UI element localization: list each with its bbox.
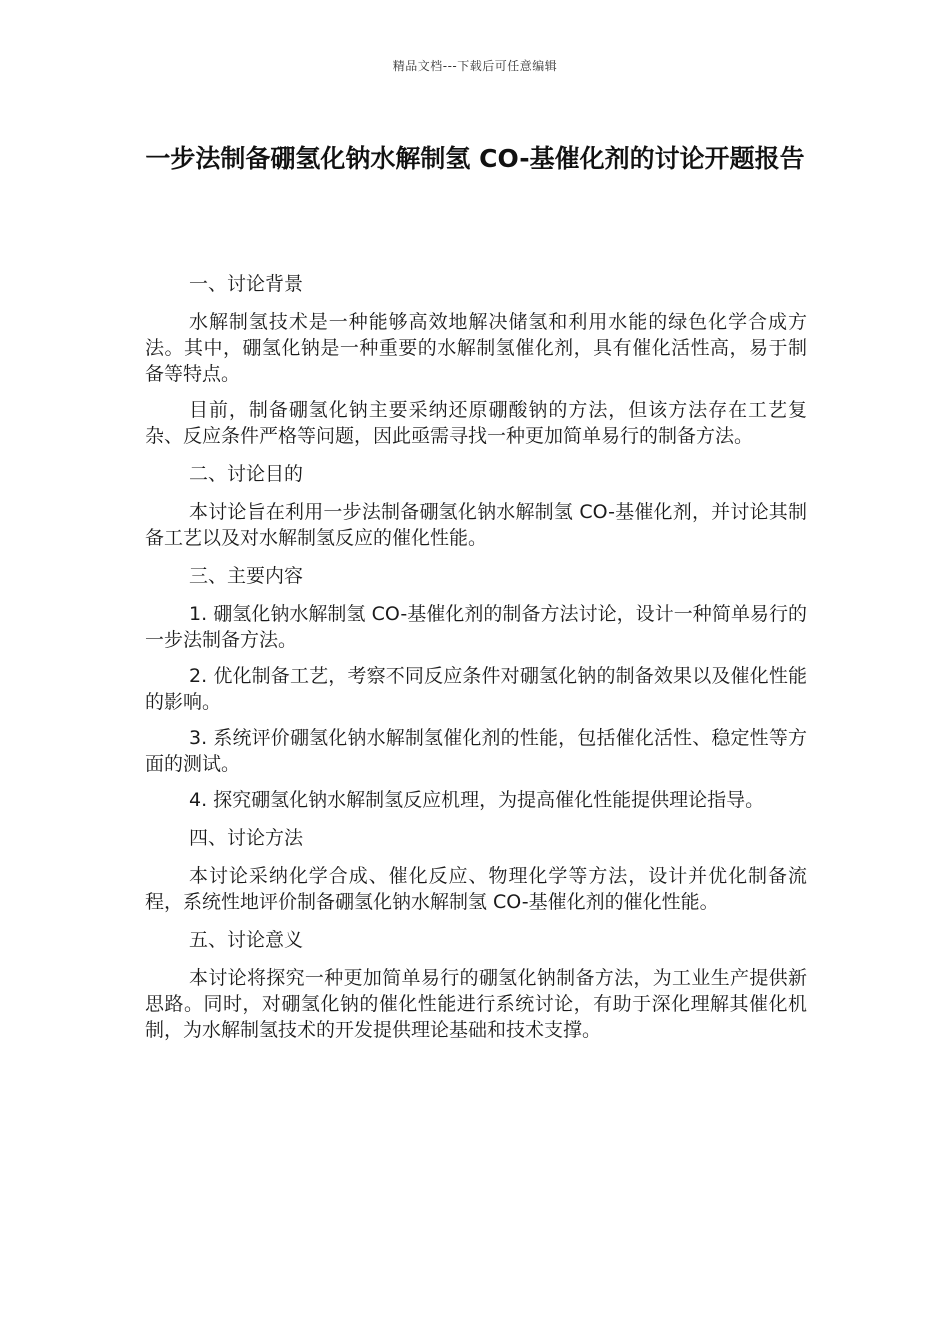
section-heading: 三、主要内容 — [189, 565, 304, 587]
section-heading: 四、讨论方法 — [189, 827, 304, 849]
document-body — [145, 269, 807, 1053]
document-title: 一步法制备硼氢化钠水解制氢 CO-基催化剂的讨论开题报告 — [145, 144, 805, 173]
section-heading: 二、讨论目的 — [189, 463, 304, 485]
paragraph: 目前，制备硼氢化钠主要采纳还原硼酸钠的方法，但该方法存在工艺复杂、反应条件严格等问题，因此亟需寻找一种更加简单易行的制备方法。 — [145, 399, 807, 447]
section-significance — [145, 925, 807, 1043]
section-heading: 五、讨论意义 — [189, 929, 304, 951]
section-background — [145, 269, 807, 449]
paragraph: 本讨论采纳化学合成、催化反应、物理化学等方法，设计并优化制备流程，系统性地评价制备硼氢化钠水解制氢 CO-基催化剂的催化性能。 — [145, 865, 807, 913]
section-heading: 一、讨论背景 — [189, 273, 304, 295]
list-item: 1. 硼氢化钠水解制氢 CO-基催化剂的制备方法讨论，设计一种简单易行的一步法制备方法。 — [145, 603, 807, 651]
section-methods — [145, 823, 807, 915]
paragraph: 本讨论将探究一种更加简单易行的硼氢化钠制备方法，为工业生产提供新思路。同时，对硼氢化钠的催化性能进行系统讨论，有助于深化理解其催化机制，为水解制氢技术的开发提供理论基础和技术支撑。 — [145, 967, 807, 1041]
paragraph: 水解制氢技术是一种能够高效地解决储氢和利用水能的绿色化学合成方法。其中，硼氢化钠是一种重要的水解制氢催化剂，具有催化活性高，易于制备等特点。 — [145, 311, 807, 385]
list-item: 3. 系统评价硼氢化钠水解制氢催化剂的性能，包括催化活性、稳定性等方面的测试。 — [145, 727, 807, 775]
section-main-content — [145, 561, 807, 813]
paragraph: 本讨论旨在利用一步法制备硼氢化钠水解制氢 CO-基催化剂，并讨论其制备工艺以及对水解制氢反应的催化性能。 — [145, 501, 807, 549]
list-item: 2. 优化制备工艺，考察不同反应条件对硼氢化钠的制备效果以及催化性能的影响。 — [145, 665, 807, 713]
section-purpose — [145, 459, 807, 551]
header-note: 精品文档---下载后可任意编辑 — [392, 59, 558, 73]
list-item: 4. 探究硼氢化钠水解制氢反应机理，为提高催化性能提供理论指导。 — [189, 789, 765, 811]
